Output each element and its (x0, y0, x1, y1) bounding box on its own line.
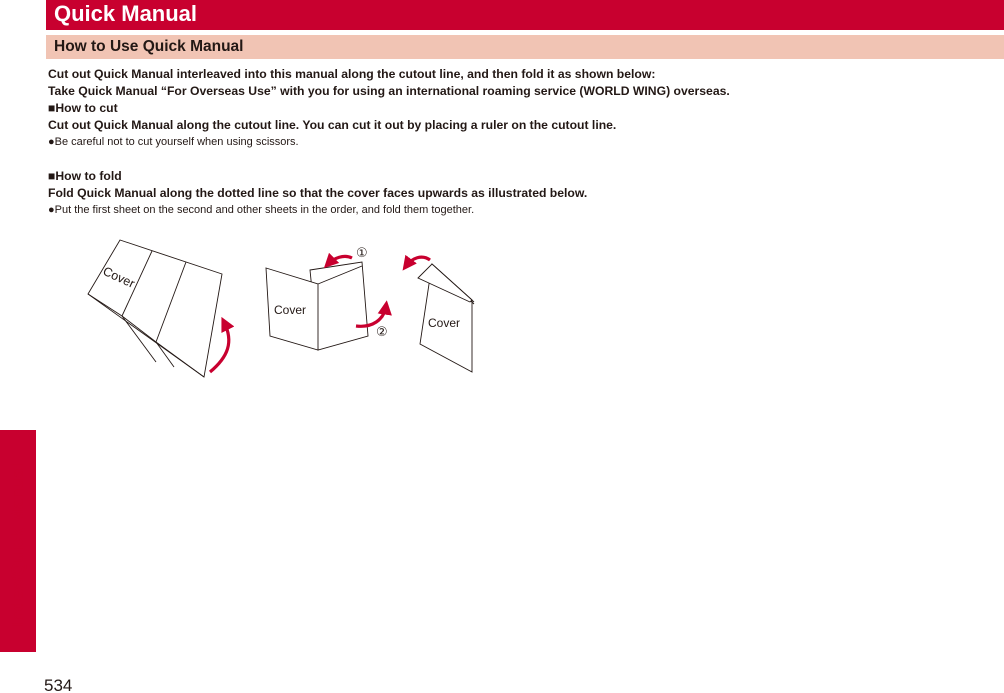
fold-arrow-1 (328, 256, 352, 264)
cut-body: Cut out Quick Manual along the cutout line. You can cut it out by placing a ruler on the cutout line. (48, 118, 617, 132)
fold-note: ●Put the first sheet on the second and other sheets in the order, and fold them together. (48, 204, 475, 216)
unfolded-sheet (88, 240, 222, 377)
folding-sheet (266, 262, 368, 350)
section-heading-bar (46, 35, 1004, 59)
step-1-marker: ① (356, 246, 368, 261)
intro-line-1: Cut out Quick Manual interleaved into this manual along the cutout line, and then fold it as shown below: (48, 67, 656, 81)
folding-illustration (78, 232, 498, 382)
folded-booklet (418, 264, 474, 372)
side-tab-label: Index/Quick Manual (8, 463, 27, 627)
fold-body: Fold Quick Manual along the dotted line so that the cover faces upwards as illustrated below. (48, 186, 588, 200)
body-content (48, 66, 988, 218)
fold-arrow-3 (406, 257, 430, 266)
fold-up-arrow (210, 322, 229, 372)
cover-label-tilted: Cover (100, 264, 137, 291)
folding-diagram (78, 232, 498, 382)
cover-label-right: Cover (428, 316, 461, 330)
intro-line-2: Take Quick Manual “For Overseas Use” with you for using an international roaming service (WORLD WING) overseas. (48, 84, 730, 98)
cut-heading: ■How to cut (48, 101, 118, 115)
section-heading: How to Use Quick Manual (54, 38, 244, 55)
side-tab-blank (0, 0, 36, 430)
cover-label-middle: Cover (274, 303, 307, 317)
page-number: 534 (44, 676, 73, 693)
page-title: Quick Manual (54, 1, 198, 26)
side-index-tab (0, 0, 36, 652)
cut-note: ●Be careful not to cut yourself when using scissors. (48, 136, 299, 148)
step-2-marker: ② (376, 325, 388, 340)
title-bar (46, 0, 1004, 30)
fold-heading: ■How to fold (48, 169, 122, 183)
